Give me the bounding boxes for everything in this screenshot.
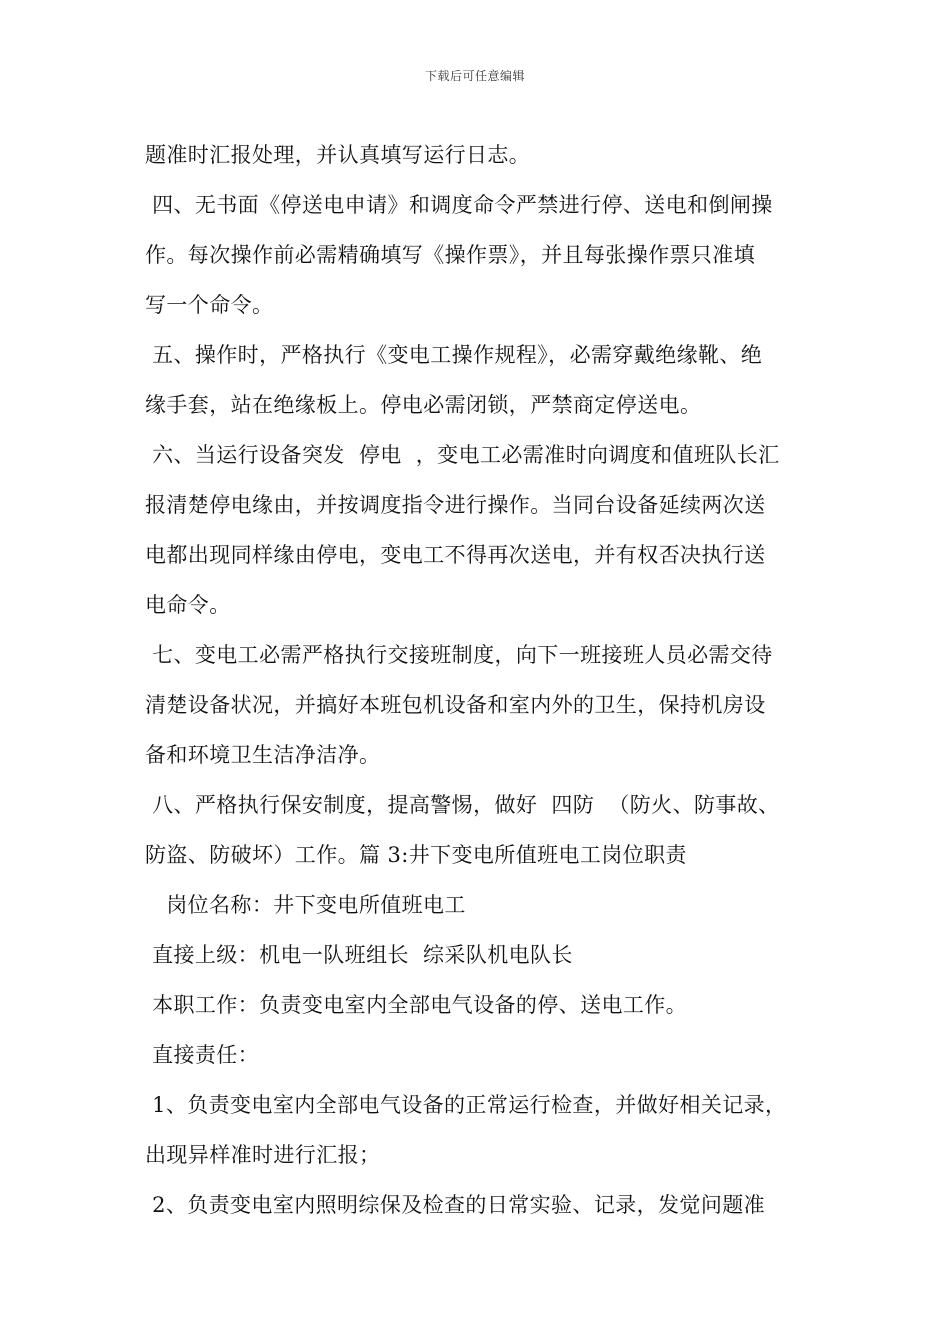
text-line: 四、无书面《停送电申请》和调度命令严禁进行停、送电和倒闸操 [145, 193, 773, 217]
text-line: 备和环境卫生洁净洁净。 [145, 743, 381, 767]
text-line: 报清楚停电缘由，并按调度指令进行操作。当同台设备延续两次送 [145, 493, 766, 517]
text-line: 写一个命令。 [145, 293, 274, 317]
text-line: 电都出现同样缘由停电，变电工不得再次送电，并有权否决执行送 [145, 543, 766, 567]
text-line: 六、当运行设备突发 停电 ，变电工必需准时向调度和值班队长汇 [145, 443, 780, 467]
text-line: 七、变电工必需严格执行交接班制度，向下一班接班人员必需交待 [145, 643, 773, 667]
document-body [145, 130, 817, 1230]
text-line: 直接上级：机电一队班组长 综采队机电队长 [145, 943, 573, 967]
text-line: 本职工作：负责变电室内全部电气设备的停、送电工作。 [145, 993, 688, 1017]
text-line: 八、严格执行保安制度，提高警惕，做好 四防 （防火、防事故、 [145, 793, 780, 817]
text-line: 1、负责变电室内全部电气设备的正常运行检查，并做好相关记录， [145, 1093, 787, 1117]
text-line: 清楚设备状况，并搞好本班包机设备和室内外的卫生，保持机房设 [145, 693, 766, 717]
text-line: 直接责任： [145, 1043, 260, 1067]
text-line: 2、负责变电室内照明综保及检查的日常实验、记录，发觉问题准 [145, 1193, 766, 1217]
text-line: 题准时汇报处理，并认真填写运行日志。 [145, 143, 531, 167]
text-line: 岗位名称：井下变电所值班电工 [145, 893, 466, 917]
text-line: 五、操作时，严格执行《变电工操作规程》，必需穿戴绝缘靴、绝 [145, 343, 763, 367]
text-line: 出现异样准时进行汇报； [145, 1143, 381, 1167]
text-line: 防盗、防破坏）工作。篇 3:井下变电所值班电工岗位职责 [145, 843, 687, 867]
page-header: 下载后可任意编辑 [424, 69, 525, 83]
text-line: 缘手套，站在绝缘板上。停电必需闭锁，严禁商定停送电。 [145, 393, 702, 417]
text-line: 电命令。 [145, 593, 231, 617]
text-line: 作。每次操作前必需精确填写《操作票》，并且每张操作票只准填 [145, 243, 756, 267]
